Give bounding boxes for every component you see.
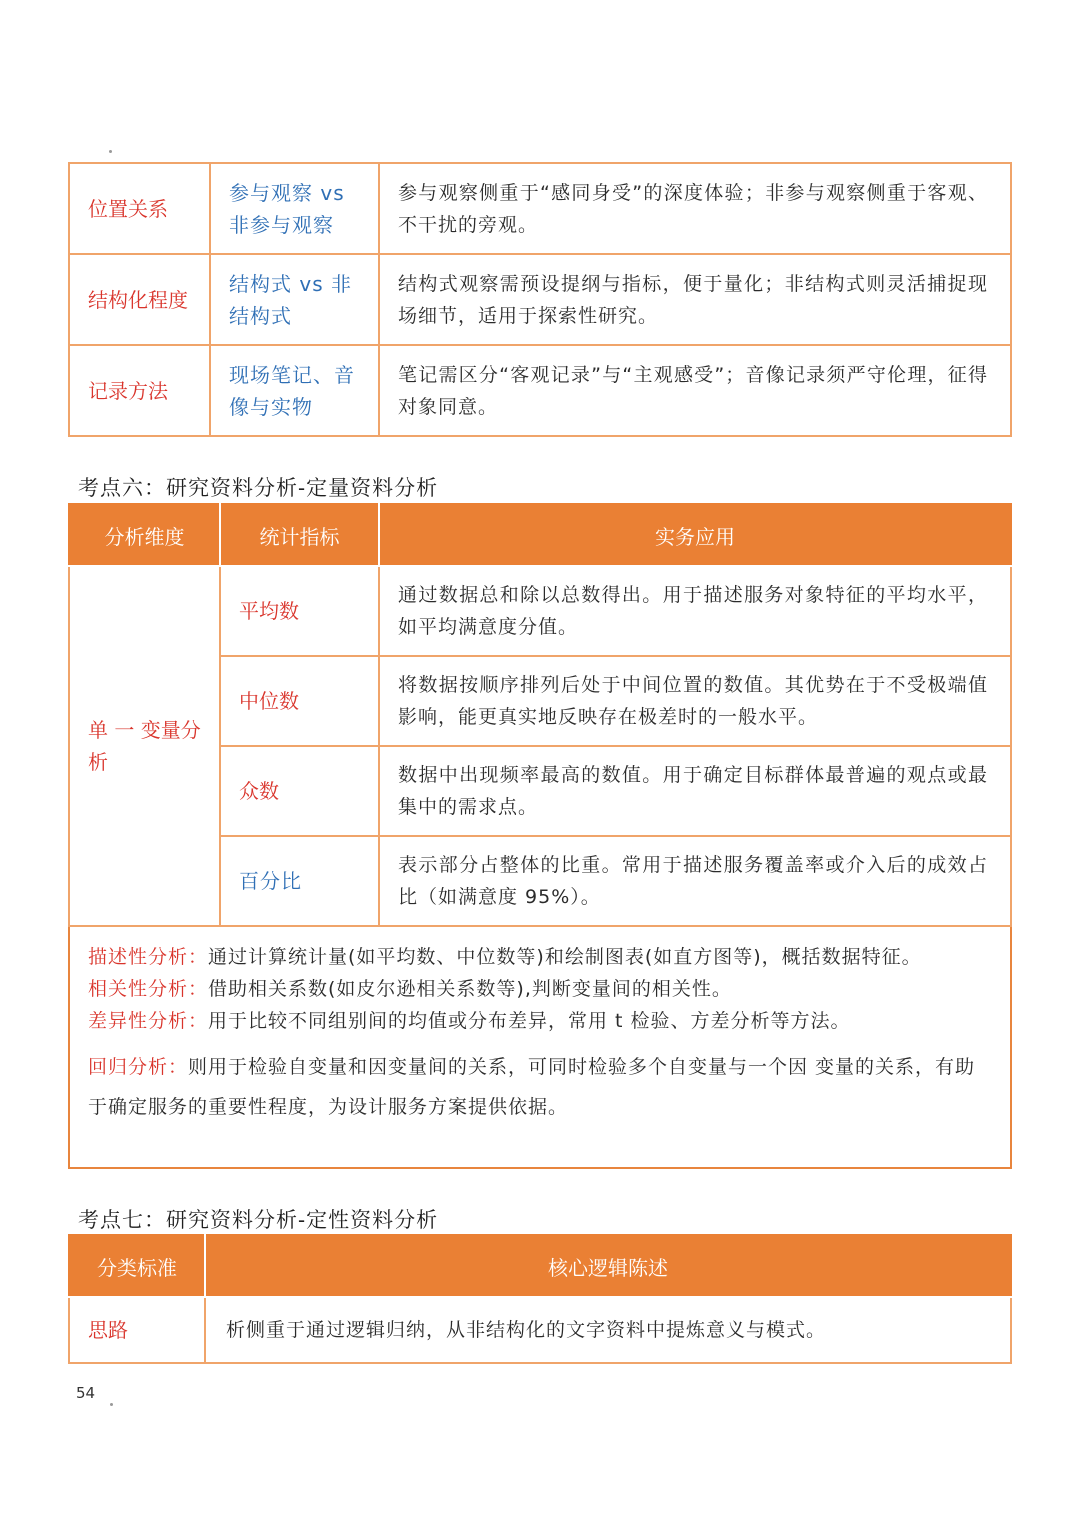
observation-types-table	[68, 162, 1012, 437]
column-header: 核心逻辑陈述	[205, 1235, 1011, 1297]
summary-item	[88, 973, 988, 1005]
metric-description: 数据中出现频率最高的数值。用于确定目标群体最普遍的观点或最集中的需求点。	[379, 746, 1011, 836]
row-description: 结构式观察需预设提纲与指标，便于量化；非结构式则灵活捕捉现场细节，适用于探索性研究。	[379, 254, 1011, 345]
row-dimension: 结构化程度	[69, 254, 210, 345]
row-dimension: 思路	[69, 1297, 205, 1363]
metric-description: 将数据按顺序排列后处于中间位置的数值。其优势在于不受极端值影响，能更真实地反映存在极差时的一般水平。	[379, 656, 1011, 746]
decorative-dot	[110, 1403, 113, 1406]
summary-item	[88, 1005, 988, 1037]
metric-name: 众数	[220, 746, 379, 836]
column-header: 分类标准	[69, 1235, 205, 1297]
summary-label: 相关性分析：	[88, 978, 209, 1000]
analysis-summary-box	[68, 927, 1012, 1169]
row-description: 参与观察侧重于“感同身受”的深度体验；非参与观察侧重于客观、不干扰的旁观。	[379, 163, 1011, 254]
summary-text: 则用于检验自变量和因变量间的关系，可同时检验多个自变量与一个因 变量的关系，有助于确定服务的重要性程度，为设计服务方案提供依据。	[88, 1056, 976, 1118]
metric-description: 表示部分占整体的比重。常用于描述服务覆盖率或介入后的成效占比（如满意度 95%）。	[379, 836, 1011, 926]
table-header-row	[69, 1235, 1011, 1297]
table-row	[69, 345, 1011, 436]
table-row	[69, 163, 1011, 254]
summary-item	[88, 1047, 988, 1127]
quantitative-analysis-table	[68, 503, 1012, 927]
column-header: 分析维度	[69, 504, 220, 566]
decorative-dot	[109, 150, 112, 153]
summary-label: 描述性分析：	[88, 946, 209, 968]
qualitative-analysis-table	[68, 1234, 1012, 1364]
summary-text: 通过计算统计量(如平均数、中位数等)和绘制图表(如直方图等)，概括数据特征。	[208, 946, 922, 968]
metric-name: 平均数	[220, 566, 379, 656]
row-type: 参与观察 vs 非参与观察	[210, 163, 379, 254]
summary-label: 回归分析：	[88, 1056, 189, 1078]
table-row	[69, 566, 1011, 656]
row-dimension: 记录方法	[69, 345, 210, 436]
page-number: 54	[76, 1384, 96, 1402]
table-row	[69, 254, 1011, 345]
summary-text: 借助相关系数(如皮尔逊相关系数等),判断变量间的相关性。	[208, 978, 732, 1000]
summary-label: 差异性分析：	[88, 1010, 209, 1032]
group-label: 单 一 变量分析	[88, 718, 201, 774]
table-header-row	[69, 504, 1011, 566]
row-type: 结构式 vs 非结构式	[210, 254, 379, 345]
section-heading: 考点七：研究资料分析-定性资料分析	[78, 1208, 439, 1232]
metric-description: 通过数据总和除以总数得出。用于描述服务对象特征的平均水平，如平均满意度分值。	[379, 566, 1011, 656]
row-description: 笔记需区分“客观记录”与“主观感受”；音像记录须严守伦理，征得对象同意。	[379, 345, 1011, 436]
row-type: 现场笔记、音像与实物	[210, 345, 379, 436]
column-header: 统计指标	[220, 504, 379, 566]
table-row	[69, 1297, 1011, 1363]
metric-name: 百分比	[220, 836, 379, 926]
summary-item	[88, 941, 988, 973]
row-dimension: 位置关系	[69, 163, 210, 254]
section-heading: 考点六：研究资料分析-定量资料分析	[78, 476, 439, 500]
summary-text: 用于比较不同组别间的均值或分布差异，常用 t 检验、方差分析等方法。	[208, 1010, 851, 1032]
group-dimension	[69, 566, 220, 926]
metric-name: 中位数	[220, 656, 379, 746]
column-header: 实务应用	[379, 504, 1011, 566]
row-description: 析侧重于通过逻辑归纳，从非结构化的文字资料中提炼意义与模式。	[205, 1297, 1011, 1363]
